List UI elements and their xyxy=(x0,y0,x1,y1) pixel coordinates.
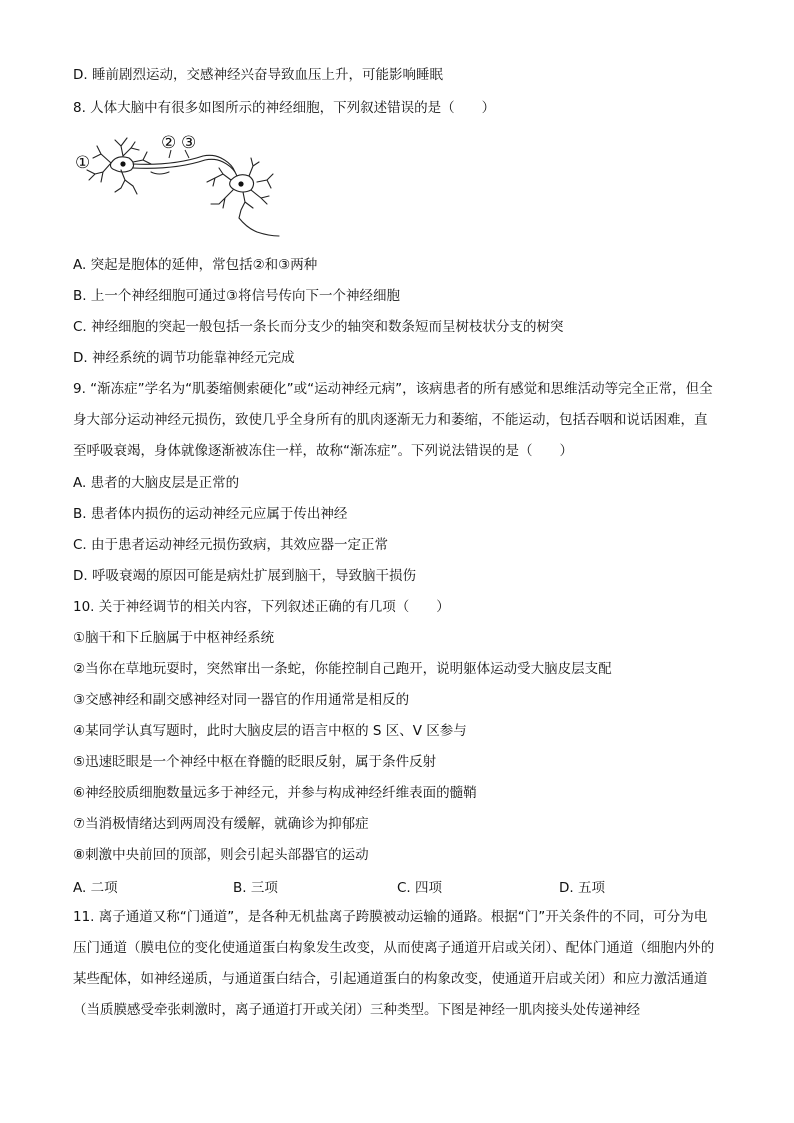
figure-label-1: ① xyxy=(75,153,91,173)
q10-statement-3: ③交感神经和副交感神经对同一器官的作用通常是相反的 xyxy=(73,692,410,708)
q10-option-c: C. 四项 xyxy=(397,880,443,896)
q10-statement-2: ②当你在草地玩耍时，突然窜出一条蛇，你能控制自己跑开，说明躯体运动受大脑皮层支配 xyxy=(73,661,612,677)
figure-label-3: ③ xyxy=(181,133,197,153)
q11-stem: 11. 离子通道又称“门通道”，是各种无机盐离子跨膜被动运输的通路。根据“门”开关条件的不同，可分为电压门通道（膜电位的变化使通道蛋白构象发生改变，从而使离子通道开启或关闭）、配体门通道（细胞内外的某些配体，如神经递质，与通道蛋白结合，引起通道蛋白的构象改变，使通道开启或关闭）和应力激活通道（当质膜感受牵张刺激时，离子通道打开或关闭）三种类型。下图是神经一肌肉接头处传递神经 xyxy=(73,909,715,1018)
q9-stem: 9. “渐冻症”学名为“肌萎缩侧索硬化”或“运动神经元病”，该病患者的所有感觉和思维活动等完全正常，但全身大部分运动神经元损伤，致使几乎全身所有的肌肉逐渐无力和萎缩，不能运动，包括吞咽和说话困难，直至呼吸衰竭，身体就像逐渐被冻住一样，故称“渐冻症”。下列说法错误的是（ ） xyxy=(73,381,713,459)
q10-statement-7: ⑦当消极情绪达到两周没有缓解，就确诊为抑郁症 xyxy=(73,816,369,832)
q9-option-b: B. 患者体内损伤的运动神经元应属于传出神经 xyxy=(73,506,348,522)
q10-option-d: D. 五项 xyxy=(559,880,605,896)
q7-option-d: D. 睡前剧烈运动，交感神经兴奋导致血压上升，可能影响睡眠 xyxy=(73,67,443,83)
q8-stem: 8. 人体大脑中有很多如图所示的神经细胞，下列叙述错误的是（ ） xyxy=(73,100,496,116)
q9-option-d: D. 呼吸衰竭的原因可能是病灶扩展到脑干，导致脑干损伤 xyxy=(73,568,416,584)
q10-option-a: A. 二项 xyxy=(73,880,118,896)
q8-option-c: C. 神经细胞的突起一般包括一条长而分支少的轴突和数条短而呈树枝状分支的树突 xyxy=(73,319,564,335)
q10-statement-1: ①脑干和下丘脑属于中枢神经系统 xyxy=(73,630,275,646)
q9-option-a: A. 患者的大脑皮层是正常的 xyxy=(73,475,240,491)
q9-option-c: C. 由于患者运动神经元损伤致病，其效应器一定正常 xyxy=(73,537,389,553)
q10-stem: 10. 关于神经调节的相关内容，下列叙述正确的有几项（ ） xyxy=(73,599,450,615)
q10-statement-5: ⑤迅速眨眼是一个神经中枢在脊髓的眨眼反射，属于条件反射 xyxy=(73,754,437,770)
q10-statement-6: ⑥神经胶质细胞数量远多于神经元，并参与构成神经纤维表面的髓鞘 xyxy=(73,785,477,801)
figure-label-2: ② xyxy=(161,133,177,153)
q8-option-a: A. 突起是胞体的延伸，常包括②和③两种 xyxy=(73,257,318,273)
q8-option-b: B. 上一个神经细胞可通过③将信号传向下一个神经细胞 xyxy=(73,288,400,304)
q10-statement-8: ⑧刺激中央前回的顶部，则会引起头部器官的运动 xyxy=(73,847,369,863)
q10-statement-4: ④某同学认真写题时，此时大脑皮层的语言中枢的 S 区、V 区参与 xyxy=(73,723,467,739)
neuron-figure xyxy=(73,128,288,240)
q10-option-b: B. 三项 xyxy=(233,880,278,896)
q8-option-d: D. 神经系统的调节功能靠神经元完成 xyxy=(73,350,295,366)
